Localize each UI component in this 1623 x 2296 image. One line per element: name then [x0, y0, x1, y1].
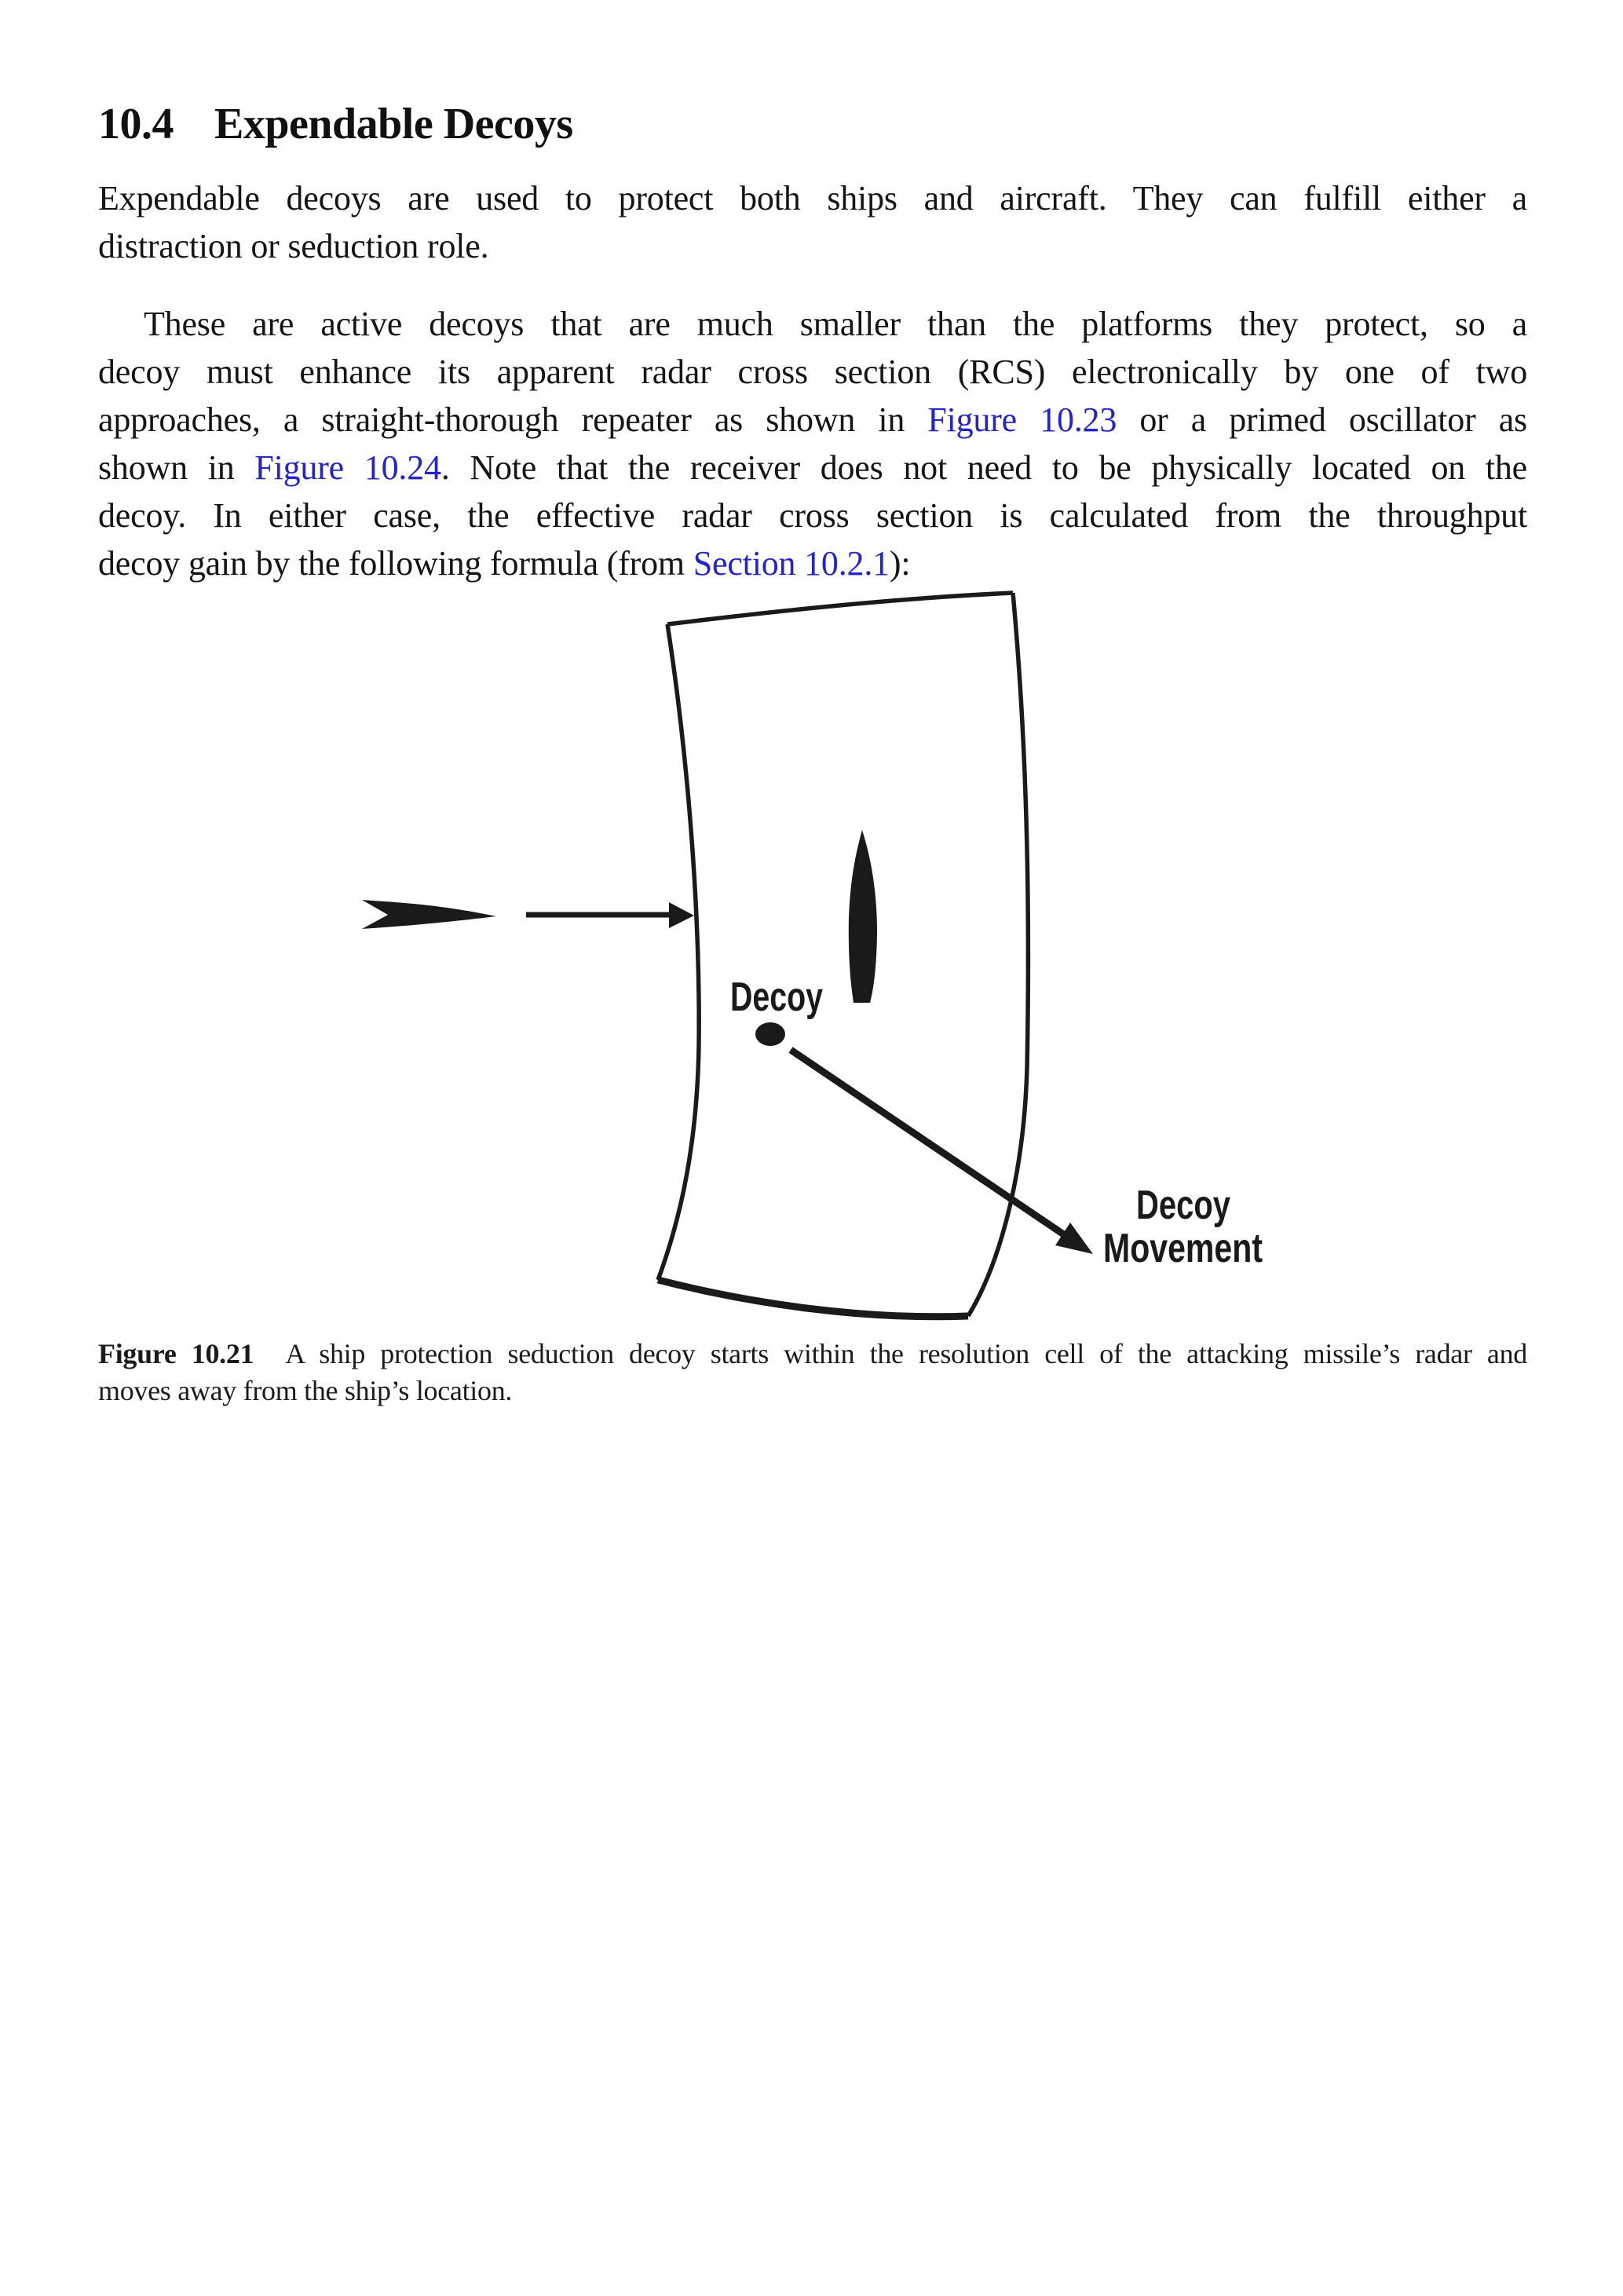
resolution-cell-outline — [658, 593, 1028, 1317]
caption-line-2 — [98, 1373, 1527, 1409]
caption-figure-number: Figure 10.21 — [98, 1338, 254, 1369]
ship-icon — [849, 830, 877, 1003]
caption-text-line2: moves away from the ship’s location. — [98, 1375, 513, 1406]
decoy-movement-label-line1: Decoy — [1136, 1183, 1231, 1228]
cell-left-edge — [658, 624, 699, 1280]
approach-arrow — [526, 902, 694, 928]
text-run: ): — [889, 544, 911, 583]
text-run: or a primed oscillator as — [1117, 400, 1527, 439]
cross-reference-link[interactable]: Figure 10.23 — [927, 400, 1117, 439]
section-title: Expendable Decoys — [214, 100, 573, 148]
caption-line-1 — [98, 1336, 1527, 1373]
text-run: shown in — [98, 448, 255, 487]
section-number: 10.4 — [98, 100, 174, 148]
decoy-label: Decoy — [730, 974, 824, 1020]
text-run: Expendable decoys are used to protect both ships and aircraft. They can fulfill either a — [98, 179, 1527, 218]
decoy-movement-label-line2: Movement — [1103, 1226, 1263, 1271]
figure-caption — [98, 1336, 1527, 1409]
decoy-movement-arrow — [791, 1050, 1093, 1254]
missile-icon — [362, 900, 496, 929]
text-run: decoy. In either case, the effective radar cross section is calculated from the throughput — [98, 496, 1527, 535]
decoy-dot — [755, 1022, 785, 1046]
text-run: decoy gain by the following formula (from — [98, 544, 693, 583]
cell-top-edge — [667, 593, 1013, 624]
text-run: . Note that the receiver does not need to be physically located on the — [440, 448, 1527, 487]
text-run: approaches, a straight-thorough repeater as shown in — [98, 400, 928, 439]
cross-reference-link[interactable]: Figure 10.24 — [254, 448, 441, 487]
caption-text-line1: A ship protection seduction decoy starts within the resolution cell of the attacking missile’s radar and — [285, 1338, 1527, 1369]
cell-bottom-edge — [658, 1280, 968, 1317]
text-run: These are active decoys that are much smaller than the platforms they protect, so a — [144, 305, 1527, 343]
text-run: distraction or seduction role. — [98, 227, 489, 265]
text-run: decoy must enhance its apparent radar cross section (RCS) electronically by one of two — [98, 353, 1527, 391]
cross-reference-link[interactable]: Section 10.2.1 — [693, 544, 890, 583]
